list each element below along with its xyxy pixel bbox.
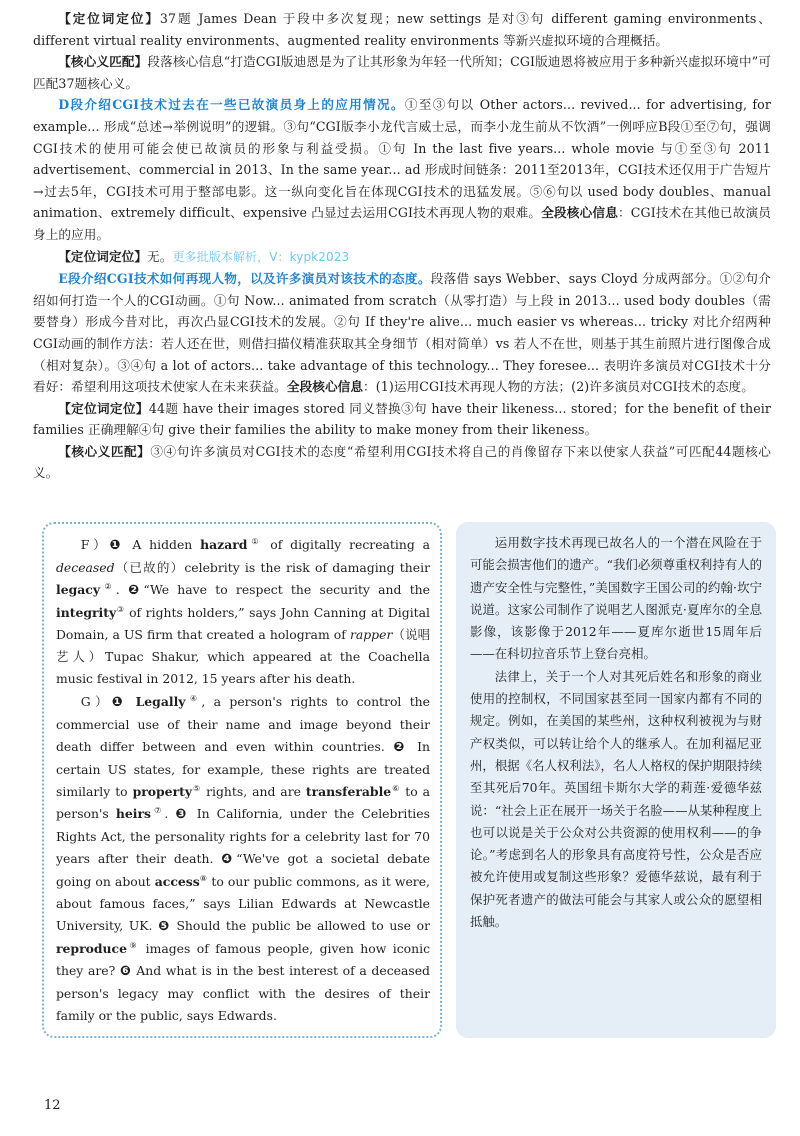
analysis-paragraph bbox=[33, 94, 771, 245]
translation-paragraph: 运用数字技术再现已故名人的一个潜在风险在于可能会损害他们的遗产。“我们必须尊重权利持有人的遗产安全性与完整性，”美国数字王国公司的约翰·坎宁说道。这家公司制作了说唱艺人图派克·夏库尔的全息影像，该影像于2012年——夏库尔逝世15周年后——在科切拉音乐节上登台亮相。 bbox=[470, 535, 762, 662]
sentence-text: And what is in the best interest of a deceased person's legacy may conflict with the desires of their family or the public, says Edwards. bbox=[56, 963, 430, 1023]
analysis-text: 44题 have their images stored 同义替换③句 have their likeness... stored；for the benefit of their families 正确理解④句 give their families the ability to make money from their likeness。 bbox=[33, 400, 772, 438]
analysis-paragraph bbox=[33, 441, 771, 484]
paragraph-label: G） bbox=[80, 694, 112, 709]
paragraph-f bbox=[56, 534, 430, 690]
core-info-label: 全段核心信息 bbox=[541, 205, 618, 221]
sentence-text: In California, under the Celebrities Rights Act, the personality rights for a celebrity last for 70 years after their death. bbox=[56, 806, 430, 866]
analysis-paragraph bbox=[33, 398, 771, 441]
tag-locate: 【定位词定位】 bbox=[58, 11, 160, 26]
translation-paragraph: 法律上，关于一个人对其死后姓名和形象的商业使用的控制权，不同国家甚至同一国家内都有不同的规定。例如，在美国的某些州，这种权利被视为与财产权类似，可以转让给个人的继承人。在加利福尼亚州，根据《名人权利法》，名人人格权的保护期限持续至其死后70年。英国纽卡斯尔大学的莉莲·爱德华兹说：“社会上正在展开一场关于名脸——从某种程度上也可以说是关于公众对公共资源的使用权利——的争论。”考虑到名人的形象具有高度符号性，公众是否应被允许使用或复制这些形象？爱德华兹说，最有利于保护死者遗产的做法可能会与其家人或公众的愿望相抵触。 bbox=[470, 668, 762, 930]
analysis-text: ①至③句以 Other actors... revived... for advertising, for example... 形成“总述→举例说明”的逻辑。③句“CGI版李小龙代言威士忌，而李小龙生前从不饮酒”一例呼应B段①至⑦句，强调CGI技术的使用可能会使已故演员的形象与利益受损。①句 In the last five years... whole movie 与①至③句 2011 advertisement、commercial in 2013、In the same year... ad 形成时间链条：2011至2013年，CGI技术还仅用于广告短片→过去5年，CGI技术可用于整部电影。这一纵向变化旨在体现CGI技术的迅猛发展。⑤⑥句以 used body doubles、manual animation、extremely difficult、expensive 凸显过去运用CGI技术再现人物的艰难。 bbox=[33, 97, 771, 221]
sentence-text: to a person's bbox=[56, 784, 430, 821]
sentence-text: （说唱艺人）Tupac Shakur, which appeared at the Coachella music festival in 2012, 15 years after his death. bbox=[56, 627, 431, 686]
sentence-text: , a person's rights to control the commercial use of their name and image beyond their death differ between and even within countries. bbox=[56, 694, 430, 754]
tag-locate: 【定位词定位】 bbox=[58, 400, 149, 416]
tag-match: 【核心义匹配】 bbox=[58, 443, 151, 459]
sentence-number: ❻ bbox=[119, 964, 132, 979]
sentence-text: A hidden bbox=[124, 537, 201, 552]
vocab-marker: ⑤ bbox=[192, 783, 202, 793]
sentence-text: Should the public be allowed to use or bbox=[170, 918, 430, 933]
core-info-text: ：CGI技术在其他已故演员身上的应用。 bbox=[33, 205, 771, 242]
vocab-marker: ⑨ bbox=[126, 940, 140, 950]
sentence-text: of digitally recreating a bbox=[262, 537, 431, 552]
sentence-number: ❸ bbox=[175, 807, 190, 822]
vocab-marker: ⑥ bbox=[391, 783, 401, 793]
chinese-translation-box bbox=[456, 522, 776, 1038]
analysis-text: 无。 bbox=[147, 248, 173, 264]
glossed-word: rapper bbox=[349, 627, 393, 642]
sentence-text: of rights holders,” says John Canning at Digital Domain, a US firm that created a hologram of bbox=[56, 605, 430, 642]
sentence-number: ❹ bbox=[221, 852, 237, 867]
analysis-text: 37题 James Dean 于段中多次复现；new settings 是对③句 different gaming environments、different virtual reality environments、augmented reality environments 等新兴虚拟环境的合理概括。 bbox=[33, 11, 772, 48]
vocab-word: integrity bbox=[56, 605, 117, 620]
analysis-text: 段落借 says Webber、says Cloyd 分成两部分。①②句介绍如何打造一个人的CGI动画。①句 Now... animated from scratch（从零打造）与上段 in 2013... used body doubles（需要替身）形成今昔对比，再次凸显CGI技术的发展。②句 If they're alive... much easier vs whereas... tricky 对比介绍两种CGI动画的制作方法：若人还在世，则借扫描仪精准获取其全身细节（相对简单）vs 若人不在世，则基于其生前照片进行图像合成（相对复杂）。③④句 a lot of actors... take advantage of this technology... They foresee... 表明许多演员对CGI技术十分看好：希望利用这项技术使家人在未来获益。 bbox=[33, 271, 771, 395]
sentence-text: rights, and are bbox=[201, 784, 306, 799]
tag-locate: 【定位词定位】 bbox=[58, 248, 148, 264]
analysis-paragraph bbox=[33, 268, 771, 398]
vocab-marker: ④ bbox=[185, 693, 202, 703]
sentence-number: ❶ bbox=[109, 538, 125, 553]
paragraph-d-summary: D段介绍CGI技术过去在一些已故演员身上的应用情况。 bbox=[58, 97, 405, 113]
analysis-paragraph bbox=[33, 51, 771, 94]
sentence-text: “We've got a societal debate going on about bbox=[56, 851, 430, 889]
vocab-marker: ① bbox=[247, 536, 263, 546]
paragraph-g bbox=[56, 691, 430, 1027]
sentence-text: “We have to respect the security and the bbox=[143, 582, 430, 597]
vocab-marker: ⑦ bbox=[150, 805, 165, 815]
sentence-number: ❷ bbox=[393, 740, 409, 755]
tag-match: 【核心义匹配】 bbox=[58, 54, 148, 70]
analysis-paragraph bbox=[33, 246, 771, 269]
paragraph-e-summary: E段介绍CGI技术如何再现人物，以及许多演员对该技术的态度。 bbox=[58, 271, 431, 287]
sentence-text: images of famous people, given how iconic they are? bbox=[56, 941, 431, 978]
english-passage-box bbox=[42, 522, 442, 1038]
analysis-text: 段落核心信息“打造CGI版迪恩是为了让其形象为年轻一代所知；CGI版迪恩将被应用于多种新兴虚拟环境中”可匹配37题核心义。 bbox=[33, 54, 772, 91]
sentence-text: （已故的）celebrity is the risk of damaging their bbox=[114, 560, 430, 575]
vocab-word: legacy bbox=[56, 582, 101, 597]
vocab-word: reproduce bbox=[56, 941, 127, 956]
core-info-text: ：(1)运用CGI技术再现人物的方法；(2)许多演员对CGI技术的态度。 bbox=[363, 379, 754, 395]
core-info-label: 全段核心信息 bbox=[286, 379, 364, 395]
sentence-number: ❶ bbox=[111, 695, 128, 710]
analysis-paragraph bbox=[33, 8, 771, 51]
sentence-text: In certain US states, for example, these rights are treated similarly to bbox=[56, 739, 430, 799]
sentence-text: . bbox=[164, 806, 169, 821]
sentence-number: ❺ bbox=[158, 919, 171, 934]
glossed-word: deceased bbox=[56, 560, 115, 575]
sentence-text: to our public commons, as it were, about famous faces,” says Lilian Edwards at Newcastle University, UK. bbox=[56, 874, 430, 933]
paragraph-label: F） bbox=[80, 537, 110, 552]
vocab-word: access bbox=[154, 874, 200, 889]
analysis-section bbox=[33, 8, 771, 484]
vocab-word: property bbox=[132, 784, 193, 799]
vocab-word: hazard bbox=[200, 537, 248, 552]
vocab-marker: ⑧ bbox=[199, 873, 208, 883]
vocab-marker: ② bbox=[100, 581, 116, 591]
sentence-text: . bbox=[115, 582, 120, 597]
page-number: 12 bbox=[44, 1098, 61, 1113]
watermark: 更多批版本解析，V：kypk2023 bbox=[172, 249, 350, 264]
vocab-word: heirs bbox=[115, 806, 151, 821]
vocab-marker: ③ bbox=[116, 604, 125, 614]
vocab-word: Legally bbox=[135, 694, 186, 709]
vocab-word: transferable bbox=[305, 784, 392, 799]
analysis-text: ③④句许多演员对CGI技术的态度“希望利用CGI技术将自己的肖像留存下来以使家人获益”可匹配44题核心义。 bbox=[33, 443, 771, 481]
sentence-number: ❷ bbox=[128, 583, 144, 598]
